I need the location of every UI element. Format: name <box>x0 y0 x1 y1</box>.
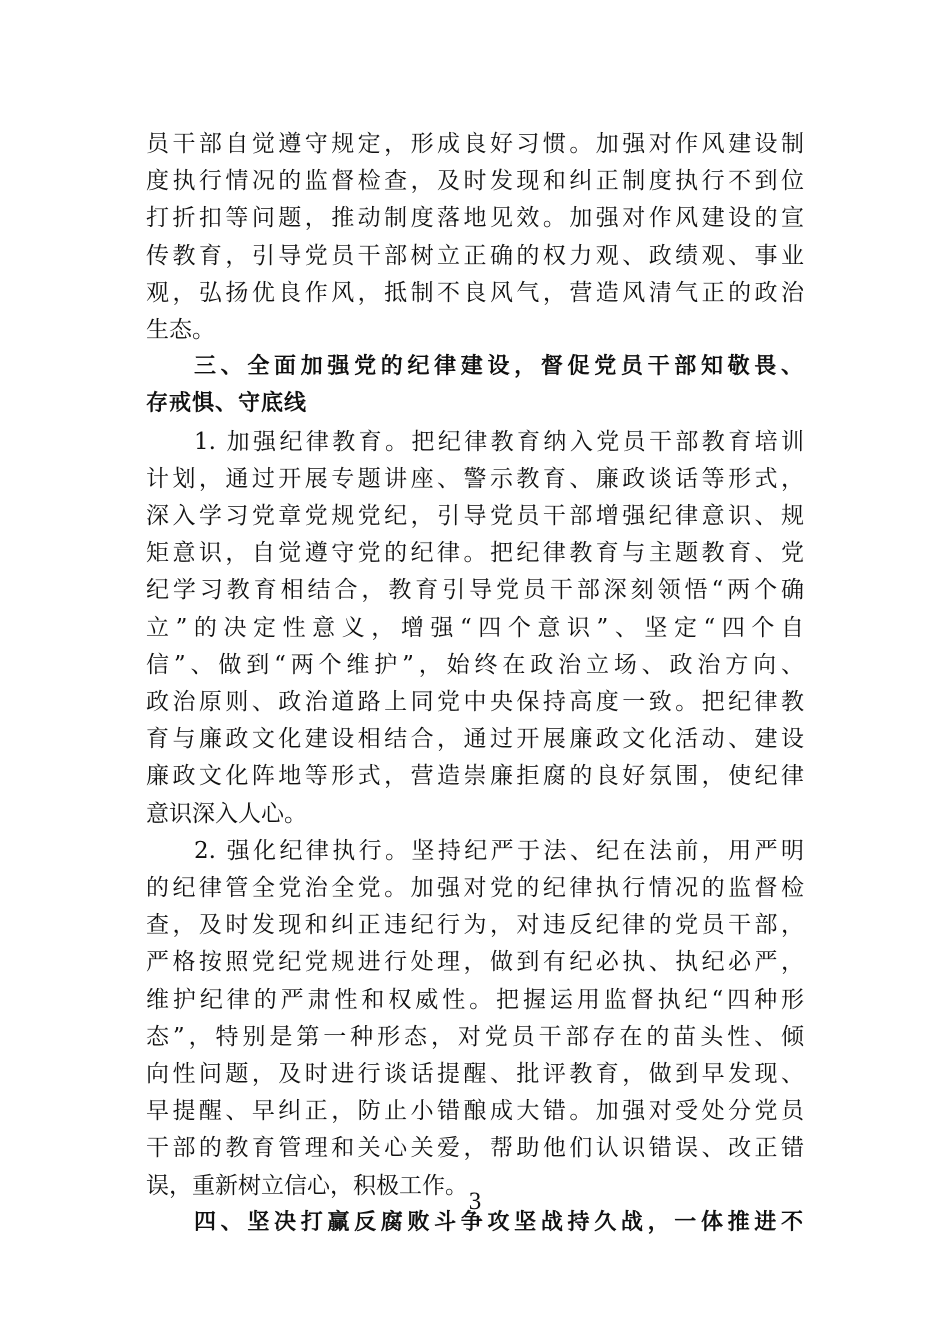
body-text-line: 态”，特别是第一种形态，对党员干部存在的苗头性、倾 <box>146 1024 804 1050</box>
body-text-line: 意识深入人心。 <box>146 801 307 827</box>
item-heading-line: 1. 加强纪律教育。把纪律教育纳入党员干部教育培训 <box>194 429 804 455</box>
body-text-line: 向性问题，及时进行谈话提醒、批评教育，做到早发现、 <box>146 1061 804 1087</box>
body-text-line: 深入学习党章党规党纪，引导党员干部增强纪律意识、规 <box>146 503 804 529</box>
item-heading-line: 2. 强化纪律执行。坚持纪严于法、纪在法前，用严明 <box>194 838 804 864</box>
body-text-line: 信”、做到“两个维护”，始终在政治立场、政治方向、 <box>146 652 804 678</box>
body-text-line: 传教育，引导党员干部树立正确的权力观、政绩观、事业 <box>146 243 804 269</box>
body-text-line: 纪学习教育相结合，教育引导党员干部深刻领悟“两个确 <box>146 577 804 603</box>
body-text-line: 生态。 <box>146 317 215 343</box>
body-text-line: 员干部自觉遵守规定，形成良好习惯。加强对作风建设制 <box>146 131 804 157</box>
body-text-line: 误，重新树立信心，积极工作。 <box>146 1173 468 1199</box>
body-text-line: 严格按照党纪党规进行处理，做到有纪必执、执纪必严， <box>146 949 804 975</box>
section-heading: 四、坚决打赢反腐败斗争攻坚战持久战，一体推进不 <box>194 1210 804 1235</box>
body-text-line: 计划，通过开展专题讲座、警示教育、廉政谈话等形式， <box>146 466 804 492</box>
body-text-line: 维护纪律的严肃性和权威性。把握运用监督执纪“四种形 <box>146 987 804 1013</box>
body-text-line: 查，及时发现和纠正违纪行为，对违反纪律的党员干部， <box>146 912 804 938</box>
body-text-line: 打折扣等问题，推动制度落地见效。加强对作风建设的宣 <box>146 205 804 231</box>
body-text-line: 政治原则、政治道路上同党中央保持高度一致。把纪律教 <box>146 689 804 715</box>
section-heading: 存戒惧、守底线 <box>146 391 308 416</box>
body-text-line: 立”的决定性意义，增强“四个意识”、坚定“四个自 <box>146 615 804 641</box>
body-text-line: 矩意识，自觉遵守党的纪律。把纪律教育与主题教育、党 <box>146 540 804 566</box>
body-text-line: 观，弘扬优良作风，抵制不良风气，营造风清气正的政治 <box>146 280 804 306</box>
section-heading: 三、全面加强党的纪律建设，督促党员干部知敬畏、 <box>194 354 804 379</box>
body-text-line: 度执行情况的监督检查，及时发现和纠正制度执行不到位 <box>146 168 804 194</box>
body-text-line: 干部的教育管理和关心关爱，帮助他们认识错误、改正错 <box>146 1135 804 1161</box>
body-text-line: 廉政文化阵地等形式，营造崇廉拒腐的良好氛围，使纪律 <box>146 763 804 789</box>
body-text-line: 育与廉政文化建设相结合，通过开展廉政文化活动、建设 <box>146 726 804 752</box>
body-text-line: 早提醒、早纠正，防止小错酿成大错。加强对受处分党员 <box>146 1098 804 1124</box>
body-text-line: 的纪律管全党治全党。加强对党的纪律执行情况的监督检 <box>146 875 804 901</box>
page-number: 3 <box>468 1188 482 1215</box>
